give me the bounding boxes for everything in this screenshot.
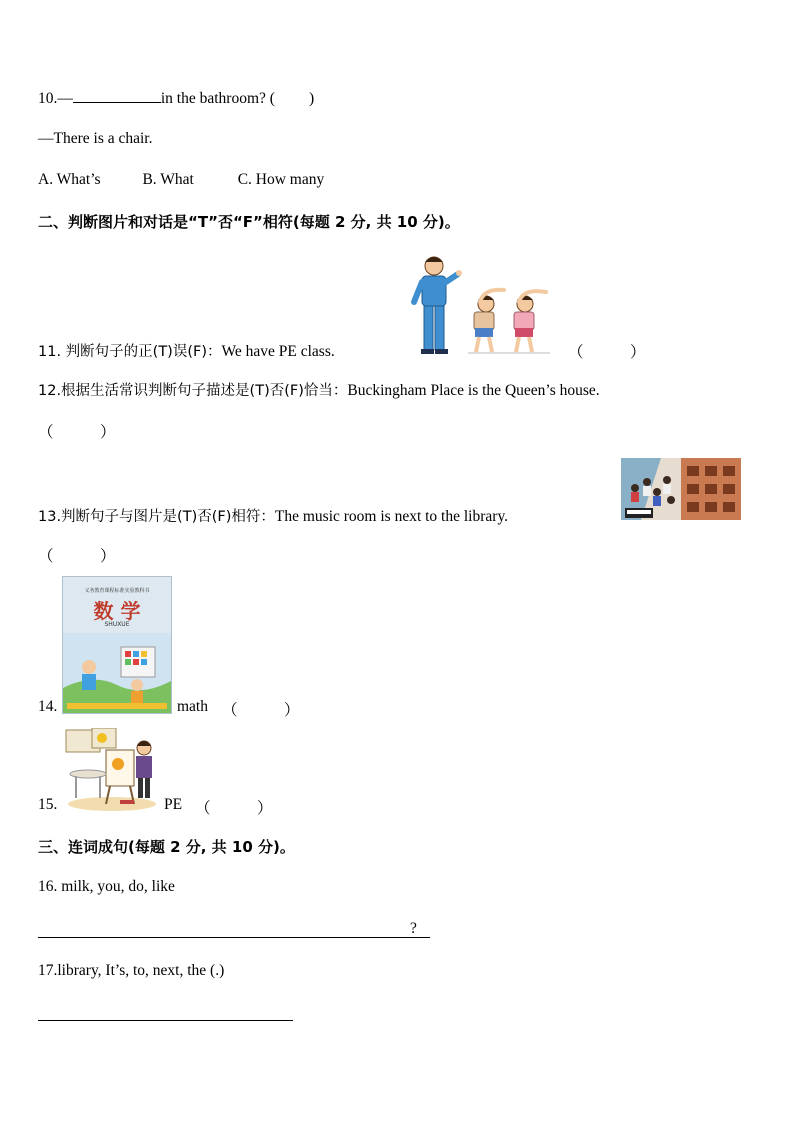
q10-answer: —There is a chair. — [38, 130, 153, 147]
q10-option-c[interactable]: C. How many — [237, 171, 325, 188]
section3-title: 三、连词成句(每题 2 分, 共 10 分)。 — [38, 838, 295, 856]
q15-number: 15. — [38, 796, 58, 813]
q12-question — [38, 379, 600, 400]
q13-paren[interactable]: （ ） — [38, 548, 116, 565]
math-book-title: 数 学 — [93, 599, 141, 623]
q17-answer-line[interactable] — [38, 1020, 293, 1021]
q14-word: math — [177, 698, 208, 715]
pe-class-picture — [410, 252, 555, 356]
q10-dash: — — [57, 90, 73, 107]
q10-question — [38, 88, 314, 108]
music-room-library-picture — [621, 458, 741, 520]
q10-text: in the bathroom? ( — [160, 90, 275, 107]
q11-question — [38, 340, 335, 361]
q13-sentence: The music room is next to the library. — [274, 508, 509, 525]
q10-number: 10. — [38, 90, 58, 107]
q11-sentence: We have PE class. — [221, 343, 335, 360]
math-book-pinyin: SHUXUE — [104, 621, 130, 628]
q14-number: 14. — [38, 698, 58, 715]
q16-question: 16. milk, you, do, like — [38, 878, 175, 895]
q10-close: ) — [308, 90, 315, 107]
q11-prefix: 11. 判断句子的正(T)误(F)： — [38, 344, 222, 360]
q17-question: 17.library, It’s, to, next, the (.) — [38, 962, 225, 979]
q10-blank[interactable] — [73, 88, 161, 103]
q12-sentence: Buckingham Place is the Queen’s house. — [347, 382, 600, 399]
q14-paren[interactable]: （ ） — [222, 702, 300, 719]
q16-question-mark: ? — [410, 920, 417, 937]
q11-paren[interactable]: （ ） — [568, 344, 646, 361]
q10-option-a[interactable]: A. What’s — [38, 171, 101, 188]
math-book-top-text: 义务教育课程标准实验教科书 — [84, 588, 150, 594]
q12-paren[interactable]: （ ） — [38, 424, 116, 441]
art-class-picture — [62, 728, 158, 812]
q15-paren[interactable]: （ ） — [195, 800, 273, 817]
q10-options — [38, 171, 324, 189]
q13-question — [38, 505, 508, 526]
section2-title: 二、判断图片和对话是“T”否“F”相符(每题 2 分, 共 10 分)。 — [38, 213, 460, 231]
q15-word: PE — [164, 796, 183, 813]
q12-prefix: 12.根据生活常识判断句子描述是(T)否(F)恰当： — [38, 383, 348, 399]
math-book-picture — [62, 576, 172, 714]
q16-answer-line[interactable] — [38, 937, 430, 938]
q13-prefix: 13.判断句子与图片是(T)否(F)相符： — [38, 509, 275, 525]
q10-option-b[interactable]: B. What — [142, 171, 194, 188]
